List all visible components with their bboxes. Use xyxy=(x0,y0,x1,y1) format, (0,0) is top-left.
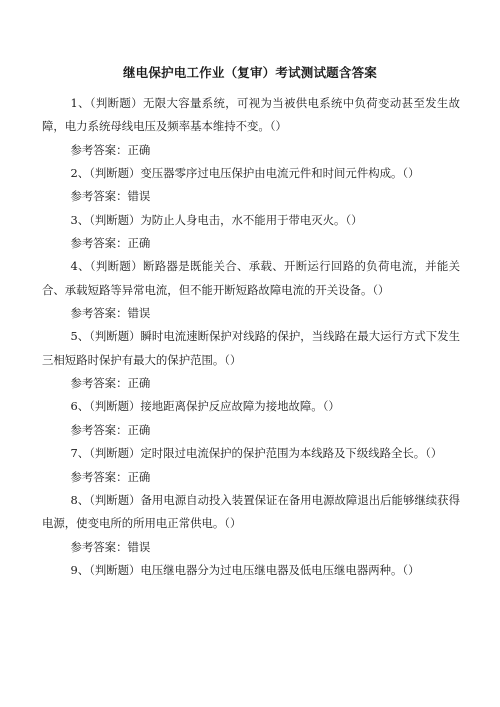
answer-text: 参考答案：正确 xyxy=(70,469,151,484)
question-text: 4、（判断题）断路器是既能关合、承载、开断运行回路的负荷电流，并能关合、承载短路等异常电流，但不能开断短路故障电流的开关设备。（） xyxy=(42,259,460,297)
answer-text: 参考答案：正确 xyxy=(70,376,151,391)
question-text: 9、（判断题）电压继电器分为过电压继电器及低电压继电器两种。（） xyxy=(70,562,420,577)
question-text: 8、（判断题）备用电源自动投入装置保证在备用电源故障退出后能够继续获得电源，使变电所的所用电正常供电。（） xyxy=(42,492,460,531)
question-text: 5、（判断题）瞬时电流速断保护对线路的保护，当线路在最大运行方式下发生三相短路时保护有最大的保护范围。（） xyxy=(42,329,460,367)
question-text: 6、（判断题）接地距离保护反应故障为接地故障。（） xyxy=(70,399,340,414)
answer-text: 参考答案：正确 xyxy=(70,422,151,437)
answer-text: 参考答案：错误 xyxy=(70,306,151,321)
question-text: 3、（判断题）为防止人身电击，水不能用于带电灭火。（） xyxy=(70,212,363,227)
answer-text: 参考答案：正确 xyxy=(70,236,151,251)
document-title: 继电保护电工作业（复审）考试测试题含答案 xyxy=(122,65,377,80)
question-text: 1、（判断题）无限大容量系统，可视为当被供电系统中负荷变动甚至发生故障，电力系统母线电压及频率基本维持不变。（） xyxy=(42,96,460,134)
answer-text: 参考答案：正确 xyxy=(70,142,151,157)
question-text: 7、（判断题）定时限过电流保护的保护范围为本线路及下级线路全长。（） xyxy=(70,446,443,461)
answer-text: 参考答案：错误 xyxy=(70,539,151,554)
question-list xyxy=(42,92,460,582)
question-text: 2、（判断题）变压器零序过电压保护由电流元件和时间元件构成。（） xyxy=(70,166,420,181)
answer-text: 参考答案：错误 xyxy=(70,189,151,204)
